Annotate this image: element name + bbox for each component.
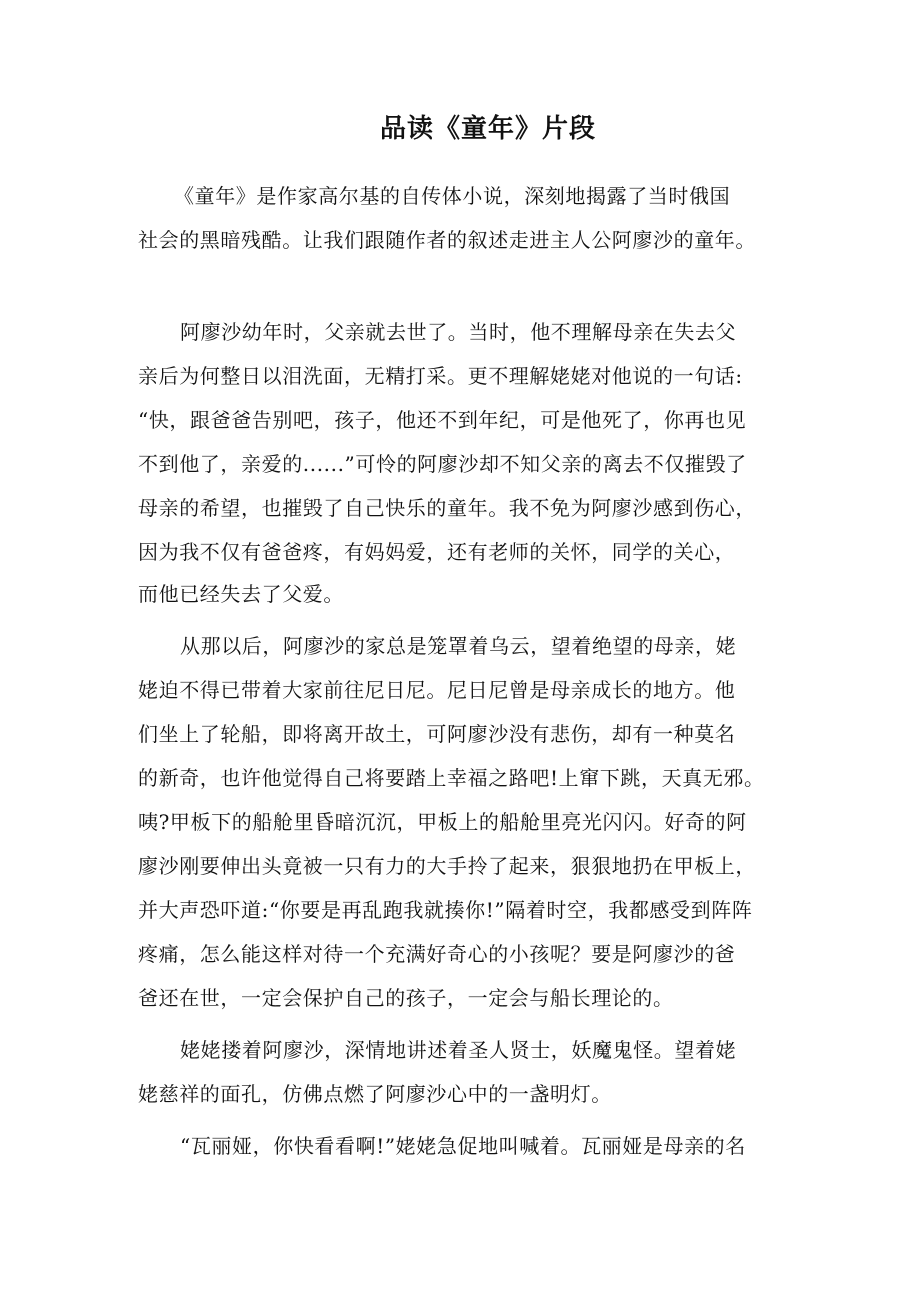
text-line: 母亲的希望，也摧毁了自己快乐的童年。我不免为阿廖沙感到伤心， xyxy=(138,496,756,520)
text-line: 并大声恐吓道:“你要是再乱跑我就揍你!”隔着时空，我都感受到阵阵 xyxy=(138,898,753,922)
text-line: 廖沙刚要伸出头竟被一只有力的大手拎了起来，狠狠地扔在甲板上， xyxy=(138,854,756,878)
text-line: 亲后为何整日以泪洗面，无精打采。更不理解姥姥对他说的一句话: xyxy=(138,364,743,388)
text-line: 从那以后，阿廖沙的家总是笼罩着乌云，望着绝望的母亲，姥 xyxy=(180,634,737,658)
text-line: 姥迫不得已带着大家前往尼日尼。尼日尼曾是母亲成长的地方。他 xyxy=(138,678,736,702)
text-line: 爸还在世，一定会保护自己的孩子，一定会与船长理论的。 xyxy=(138,986,674,1010)
text-line: 咦?甲板下的船舱里昏暗沉沉，甲板上的船舱里亮光闪闪。好奇的阿 xyxy=(138,810,747,834)
text-line: 《童年》是作家高尔基的自传体小说，深刻地揭露了当时俄国 xyxy=(174,184,731,208)
document-title: 品读《童年》片段 xyxy=(379,114,596,144)
text-line: 社会的黑暗残酷。让我们跟随作者的叙述走进主人公阿廖沙的童年。 xyxy=(138,228,756,252)
text-line: “快，跟爸爸告别吧，孩子，他还不到年纪，可是他死了，你再也见 xyxy=(138,408,747,432)
text-line: 姥慈祥的面孔，仿佛点燃了阿廖沙心中的一盏明灯。 xyxy=(138,1082,612,1106)
text-line: 不到他了，亲爱的......”可怜的阿廖沙却不知父亲的离去不仅摧毁了 xyxy=(138,452,747,476)
text-line: 们坐上了轮船，即将离开故土，可阿廖沙没有悲伤，却有一种莫名 xyxy=(138,722,736,746)
text-line: “瓦丽娅，你快看看啊!”姥姥急促地叫喊着。瓦丽娅是母亲的名 xyxy=(180,1134,746,1158)
text-line: 因为我不仅有爸爸疼，有妈妈爱，还有老师的关怀，同学的关心， xyxy=(138,540,736,564)
text-line: 而他已经失去了父爱。 xyxy=(138,582,344,606)
text-line: 的新奇，也许他觉得自己将要踏上幸福之路吧!上窜下跳，天真无邪。 xyxy=(138,766,765,790)
text-line: 疼痛，怎么能这样对待一个充满好奇心的小孩呢？要是阿廖沙的爸 xyxy=(138,942,736,966)
text-line: 阿廖沙幼年时，父亲就去世了。当时，他不理解母亲在失去父 xyxy=(180,320,737,344)
text-line: 姥姥搂着阿廖沙，深情地讲述着圣人贤士，妖魔鬼怪。望着姥 xyxy=(180,1038,737,1062)
